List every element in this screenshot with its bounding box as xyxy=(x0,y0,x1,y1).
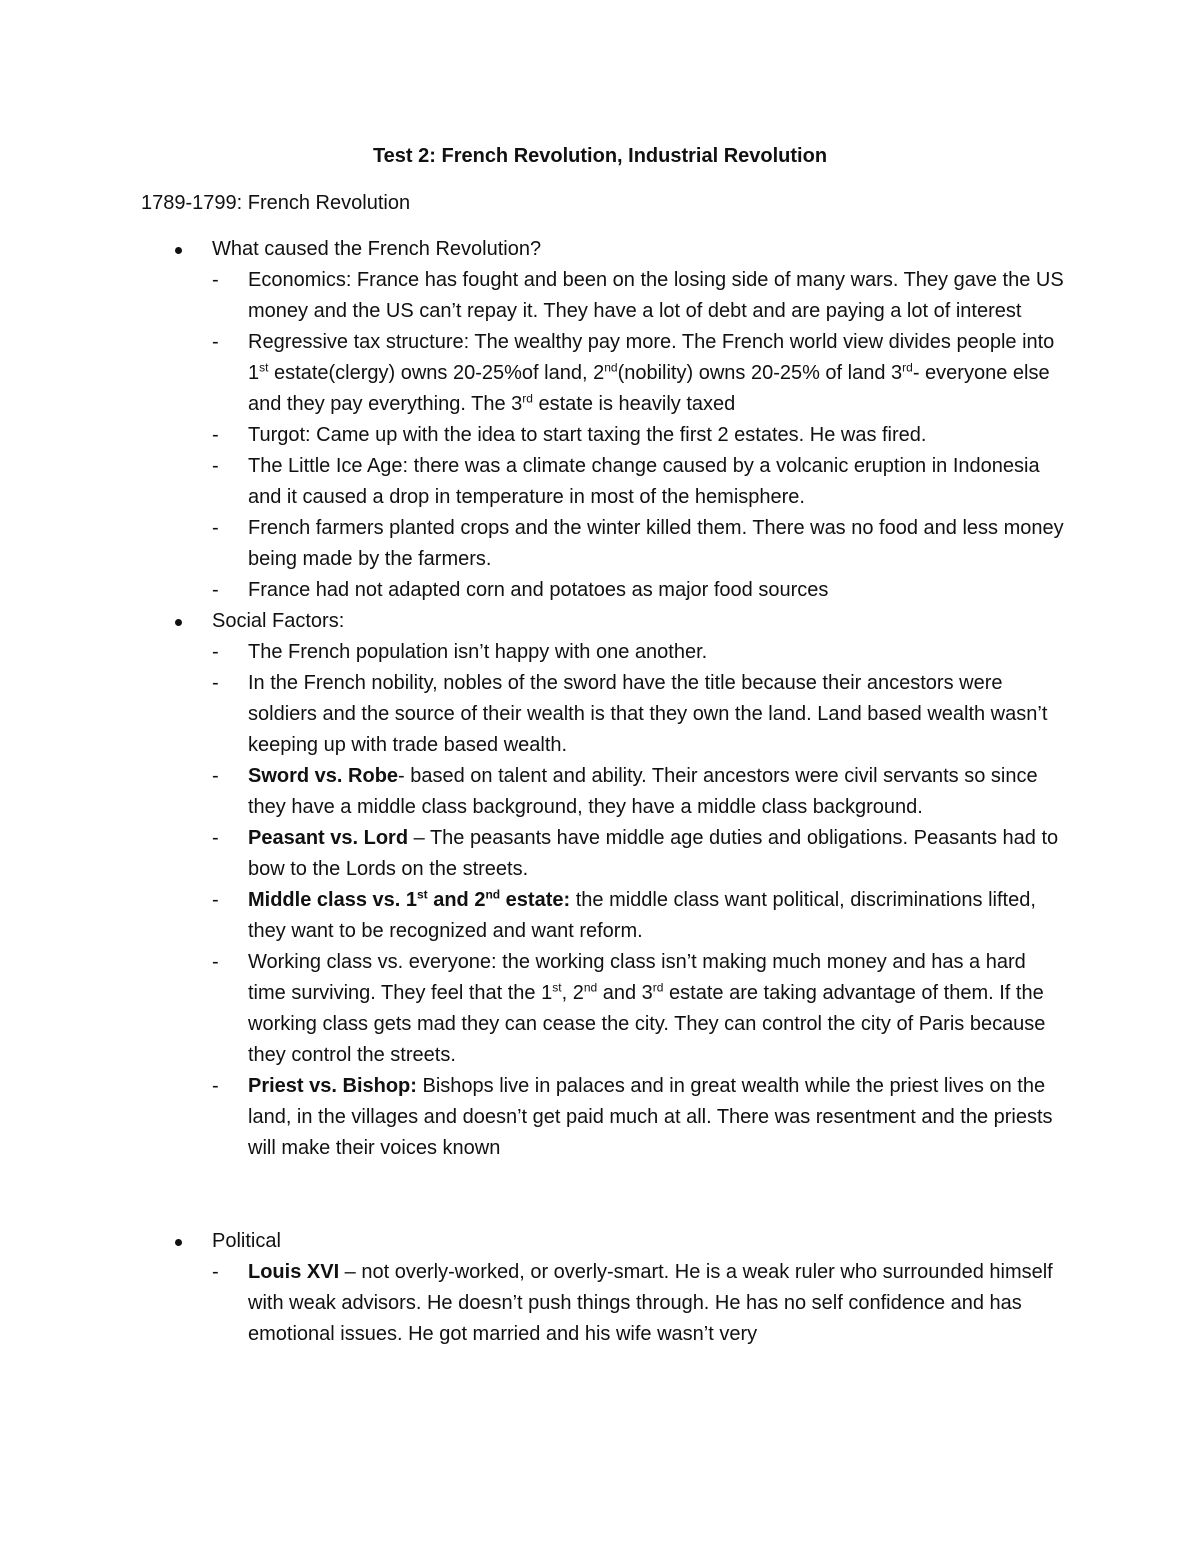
superscript: st xyxy=(552,980,562,995)
superscript: st xyxy=(416,887,428,902)
superscript: st xyxy=(259,360,269,375)
item-text: Turgot: Came up with the idea to start taxing the first 2 estates. He was fired. xyxy=(248,424,927,446)
dash-marker: - xyxy=(212,455,219,477)
dash-marker: - xyxy=(212,827,219,849)
item-text: In the French nobility, nobles of the sword have the title because their ancestors were soldiers and the source of their wealth is that they own the land. Land based wealth wasn’t keeping up with trade based wealth. xyxy=(248,672,1048,756)
item-bold-term: Louis XVI xyxy=(248,1261,340,1283)
item-bold-term xyxy=(248,889,570,911)
bold-part: estate: xyxy=(500,889,571,911)
document-body xyxy=(0,234,1200,1350)
item-text-b: , 2 xyxy=(561,982,584,1004)
item-text-d: estate are taking advantage of them. If the working class gets mad they can cease the city. They can control the city of Paris because they control the streets. xyxy=(248,982,1046,1066)
list-item xyxy=(0,637,1068,668)
bullet-label: What caused the French Revolution? xyxy=(212,238,542,260)
item-text-b: estate(clergy) owns 20-25%of land, 2 xyxy=(268,362,605,384)
item-text-d: - everyone else and they pay everything. The 3 xyxy=(248,362,1050,415)
list-item xyxy=(0,451,1068,513)
list-item xyxy=(0,575,1068,606)
superscript: rd xyxy=(902,360,913,375)
item-text-c: (nobility) owns 20-25% of land 3 xyxy=(617,362,903,384)
list-item xyxy=(0,265,1068,327)
bold-part: and 2 xyxy=(427,889,486,911)
bold-part: Middle class vs. 1 xyxy=(248,889,417,911)
dash-marker: - xyxy=(212,517,219,539)
item-text: Economics: France has fought and been on the losing side of many wars. They gave the US money and the US can’t repay it. They have a lot of debt and are paying a lot of interest xyxy=(248,269,1064,322)
superscript: rd xyxy=(522,391,533,406)
page-title: Test 2: French Revolution, Industrial Revolution xyxy=(372,145,828,167)
list-item xyxy=(0,420,1068,451)
item-bold-term: Sword vs. Robe xyxy=(248,765,399,787)
list-item xyxy=(0,1071,1068,1164)
list-item xyxy=(0,513,1068,575)
list-item xyxy=(0,947,1068,1071)
bullet-dot xyxy=(175,1239,182,1246)
bullet-causes xyxy=(0,234,1072,265)
bullet-label: Social Factors: xyxy=(212,610,345,632)
list-item xyxy=(0,327,1068,420)
item-text-c: and 3 xyxy=(597,982,653,1004)
item-text-a: Regressive tax structure: The wealthy pay more. The French world view divides people into 1 xyxy=(248,331,1055,384)
list-item xyxy=(0,761,1068,823)
dash-marker: - xyxy=(212,765,219,787)
list-item xyxy=(0,1257,1068,1350)
superscript: nd xyxy=(485,887,501,902)
section-heading: 1789-1799: French Revolution xyxy=(141,192,411,214)
item-bold-term: Peasant vs. Lord xyxy=(248,827,409,849)
bullet-label: Political xyxy=(212,1230,281,1252)
dash-marker: - xyxy=(212,579,219,601)
spacer xyxy=(0,1164,1200,1226)
dash-marker: - xyxy=(212,1075,219,1097)
item-text: the middle class want political, discriminations lifted, they want to be recognized and want reform. xyxy=(248,889,1036,942)
superscript: nd xyxy=(583,980,598,995)
dash-marker: - xyxy=(212,1261,219,1283)
item-text: - based on talent and ability. Their ancestors were civil servants so since they have a middle class background, they have a middle class background. xyxy=(248,765,1038,818)
item-bold-term: Priest vs. Bishop: xyxy=(248,1075,417,1097)
item-text-e: estate is heavily taxed xyxy=(532,393,736,415)
dash-marker: - xyxy=(212,672,219,694)
bullet-political xyxy=(0,1226,1072,1257)
item-text-a: Working class vs. everyone: the working class isn’t making much money and has a hard time surviving. They feel that the 1 xyxy=(248,951,1026,1004)
list-item xyxy=(0,885,1068,947)
dash-marker: - xyxy=(212,889,219,911)
dash-marker: - xyxy=(212,331,219,353)
bullet-dot xyxy=(175,619,182,626)
dash-marker: - xyxy=(212,951,219,973)
item-text: French farmers planted crops and the winter killed them. There was no food and less money being made by the farmers. xyxy=(248,517,1064,570)
item-text: – The peasants have middle age duties and obligations. Peasants had to bow to the Lords on the streets. xyxy=(248,827,1059,880)
superscript: rd xyxy=(652,980,664,995)
item-text: France had not adapted corn and potatoes as major food sources xyxy=(248,579,829,601)
list-item xyxy=(0,823,1068,885)
bullet-social-factors xyxy=(0,606,1072,637)
dash-marker: - xyxy=(212,641,219,663)
dash-marker: - xyxy=(212,269,219,291)
superscript: nd xyxy=(604,360,618,375)
bullet-dot xyxy=(175,247,182,254)
item-text: Bishops live in palaces and in great wealth while the priest lives on the land, in the villages and doesn’t get paid much at all. There was resentment and the priests will make their voices known xyxy=(248,1075,1053,1159)
item-text: The French population isn’t happy with one another. xyxy=(248,641,708,663)
dash-marker: - xyxy=(212,424,219,446)
item-text: – not overly-worked, or overly-smart. He is a weak ruler who surrounded himself with weak advisors. He doesn’t push things through. He has no self confidence and has emotional issues. He got married and his wife wasn’t very xyxy=(248,1261,1053,1345)
list-item xyxy=(0,668,1068,761)
item-text: The Little Ice Age: there was a climate change caused by a volcanic eruption in Indonesia and it caused a drop in temperature in most of the hemisphere. xyxy=(248,455,1040,508)
